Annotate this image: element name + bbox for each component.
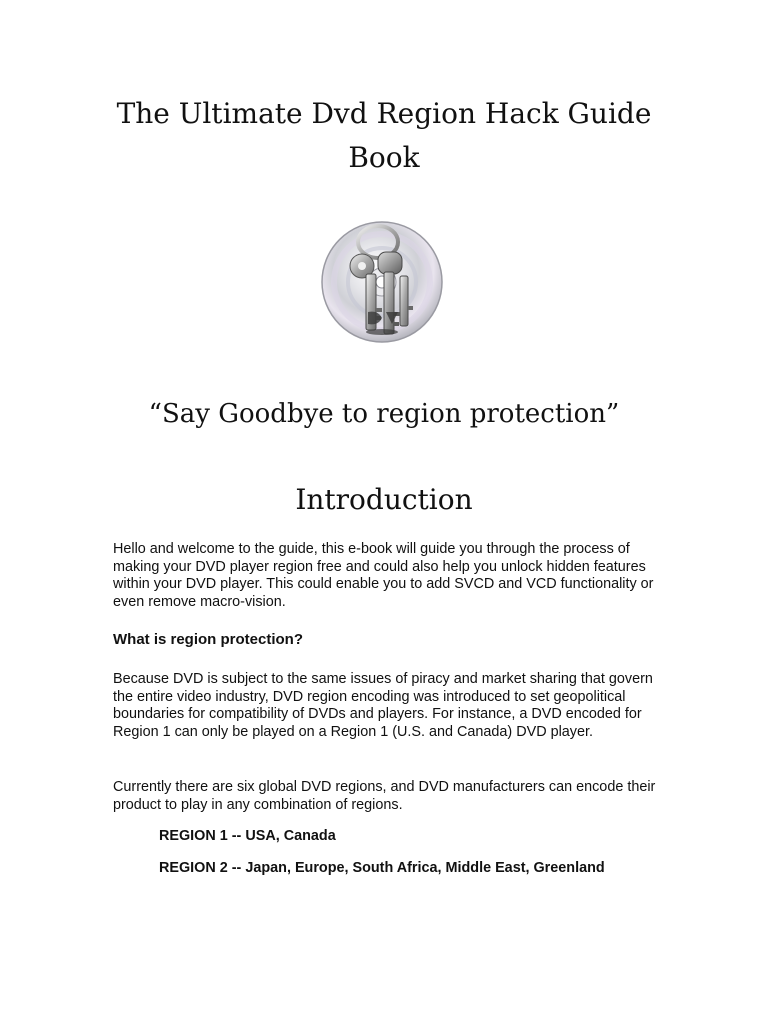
current-paragraph: Currently there are six global DVD regions, and DVD manufacturers can encode their product to play in any combination of regions.	[113, 779, 656, 813]
region-line: REGION 1 -- USA, Canada	[159, 828, 336, 844]
subheading: What is region protection?	[113, 631, 303, 648]
intro-paragraph: Hello and welcome to the guide, this e-book will guide you through the process of making your DVD player region free and could also help you unlock hidden features within your DVD player. This could enable you to add SVCD and VCD functionality or even remove macro-vision.	[113, 541, 654, 610]
document-title: The Ultimate Dvd Region Hack Guide Book	[116, 97, 652, 174]
dvd-disc-with-keys-icon	[318, 216, 446, 346]
region-line: REGION 2 -- Japan, Europe, South Africa, Middle East, Greenland	[159, 860, 605, 876]
section-heading: Introduction	[295, 483, 473, 516]
tagline: “Say Goodbye to region protection”	[148, 399, 620, 429]
region-paragraph: Because DVD is subject to the same issues of piracy and market sharing that govern the entire video industry, DVD region encoding was introduced to set geopolitical boundaries for compatibility of DVDs and players. For instance, a DVD encoded for Region 1 can only be played on a Region 1 (U.S. and Canada) DVD player.	[113, 671, 653, 740]
